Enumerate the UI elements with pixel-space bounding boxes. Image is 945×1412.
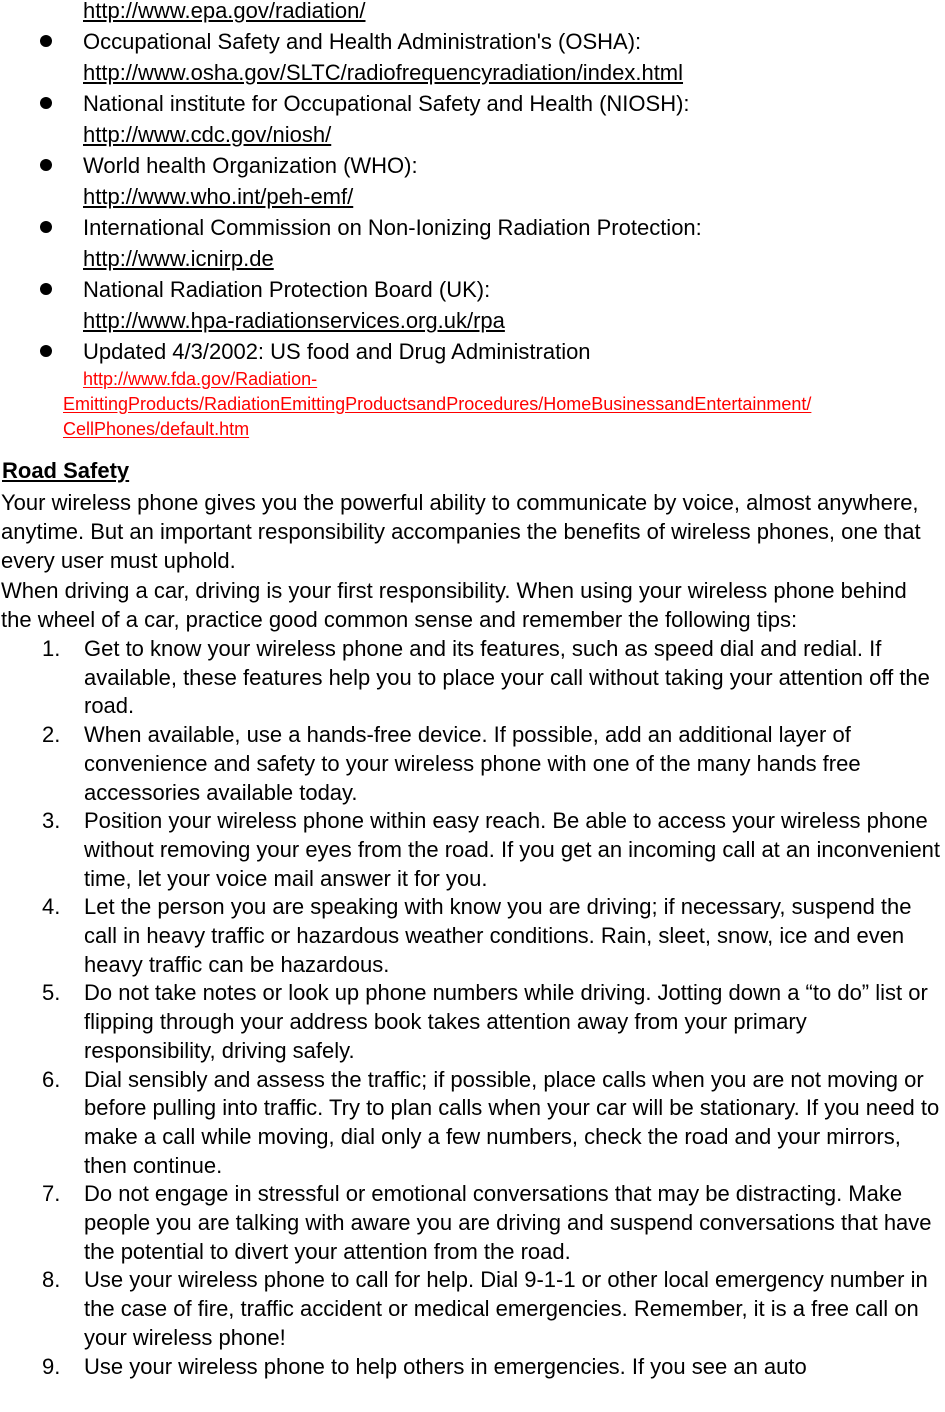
bullet-icon (40, 283, 52, 295)
resource-item-niosh (0, 88, 945, 150)
tip-text: When available, use a hands-free device. If possible, add an additional layer of convenience and safety to your wireless phone with one of the many hands free accessories available today. (84, 722, 861, 805)
bullet-icon (40, 345, 52, 357)
bullet-icon (40, 97, 52, 109)
resource-item-nrpb (0, 274, 945, 336)
tip-text: Let the person you are speaking with know you are driving; if necessary, suspend the call in heavy traffic or hazardous weather conditions. Rain, sleet, snow, ice and even heavy traffic can be hazardous. (84, 894, 912, 977)
tip-number: 1. (42, 636, 61, 661)
tip-item (0, 1353, 944, 1382)
tip-item (0, 893, 944, 979)
tip-text: Position your wireless phone within easy reach. Be able to access your wireless phone without removing your eyes from the road. If you get an incoming call at an inconvenient time, let your voice mail answer it for you. (84, 808, 941, 891)
tip-number: 5. (42, 980, 61, 1006)
tip-item (0, 635, 944, 721)
tip-text: Do not engage in stressful or emotional conversations that may be distracting. Make people you are talking with aware you are driving and suspend conversations that have the potential to divert your attention from the road. (84, 1181, 932, 1264)
tip-item (0, 1266, 944, 1352)
tip-text: Use your wireless phone to help others in emergencies. If you see an auto (84, 1353, 807, 1379)
tips-list (0, 635, 945, 1381)
tip-text: Dial sensibly and assess the traffic; if possible, place calls when you are not moving or before pulling into traffic. Try to plan calls when your car will be stationary. If you need to make a call while moving, dial only a few numbers, check the road and your mirrors, then continue. (84, 1066, 940, 1178)
tip-number: 7. (42, 1181, 61, 1207)
epa-link[interactable]: http://www.epa.gov/radiation/ (83, 0, 366, 23)
fda-link-line-1: http://www.fda.gov/Radiation- (83, 369, 318, 389)
osha-link[interactable]: http://www.osha.gov/SLTC/radiofrequencyradiation/index.html (83, 60, 684, 85)
tip-number: 3. (42, 808, 61, 834)
hpa-link[interactable]: http://www.hpa-radiationservices.org.uk/rpa (83, 308, 505, 333)
tip-number: 6. (42, 1066, 61, 1092)
tip-number: 4. (42, 894, 61, 920)
bullet-icon (40, 221, 52, 233)
tip-item (0, 1066, 944, 1181)
tip-item (0, 979, 944, 1065)
bullet-icon (40, 35, 52, 47)
resource-item-fda (0, 336, 945, 442)
tip-item (0, 721, 944, 807)
fda-link[interactable] (63, 367, 943, 442)
fda-link-line-2: EmittingProducts/RadiationEmittingProductsandProcedures/HomeBusinessandEntertainment/ (63, 394, 812, 414)
resource-list (0, 0, 945, 442)
fda-link-line-3: CellPhones/default.htm (63, 419, 250, 439)
tip-number: 9. (42, 1353, 61, 1379)
intro-paragraph: Your wireless phone gives you the powerful ability to communicate by voice, almost anywhere, anytime. But an important responsibility accompanies the benefits of wireless phones, one that every user must uphold. (1, 490, 921, 573)
resource-item-osha (0, 26, 945, 88)
driving-paragraph: When driving a car, driving is your first responsibility. When using your wireless phone behind the wheel of a car, practice good common sense and remember the following tips: (1, 578, 907, 632)
resource-org-label: International Commission on Non-Ionizing Radiation Protection: (83, 215, 702, 240)
who-link[interactable]: http://www.who.int/peh-emf/ (83, 184, 354, 209)
icnirp-link[interactable]: http://www.icnirp.de (83, 246, 274, 271)
resource-org-label: National institute for Occupational Safety and Health (NIOSH): (83, 91, 690, 116)
tip-item (0, 1180, 944, 1266)
resource-item-who (0, 150, 945, 212)
resource-org-label: Occupational Safety and Health Administration's (OSHA): (83, 29, 642, 54)
resource-org-label: World health Organization (WHO): (83, 153, 418, 178)
tip-number: 2. (42, 722, 61, 748)
resource-item-icnirp (0, 212, 945, 274)
resource-first-link-row (0, 0, 945, 26)
bullet-icon (40, 159, 52, 171)
resource-org-label: Updated 4/3/2002: US food and Drug Administration (83, 339, 591, 364)
tip-text: Get to know your wireless phone and its features, such as speed dial and redial. If available, these features help you to place your call without taking your attention off the road. (84, 636, 930, 719)
section-title: Road Safety (2, 458, 130, 483)
road-safety-section (0, 456, 945, 1381)
tip-text: Do not take notes or look up phone numbers while driving. Jotting down a “to do” list or flipping through your address book takes attention away from your primary responsibility, driving safely. (84, 980, 928, 1063)
tip-text: Use your wireless phone to call for help. Dial 9-1-1 or other local emergency number in the case of fire, traffic accident or medical emergencies. Remember, it is a free call on your wireless phone! (84, 1267, 928, 1350)
niosh-link[interactable]: http://www.cdc.gov/niosh/ (83, 122, 332, 147)
tip-number: 8. (42, 1267, 61, 1293)
tip-item (0, 807, 944, 893)
resource-org-label: National Radiation Protection Board (UK): (83, 277, 491, 302)
